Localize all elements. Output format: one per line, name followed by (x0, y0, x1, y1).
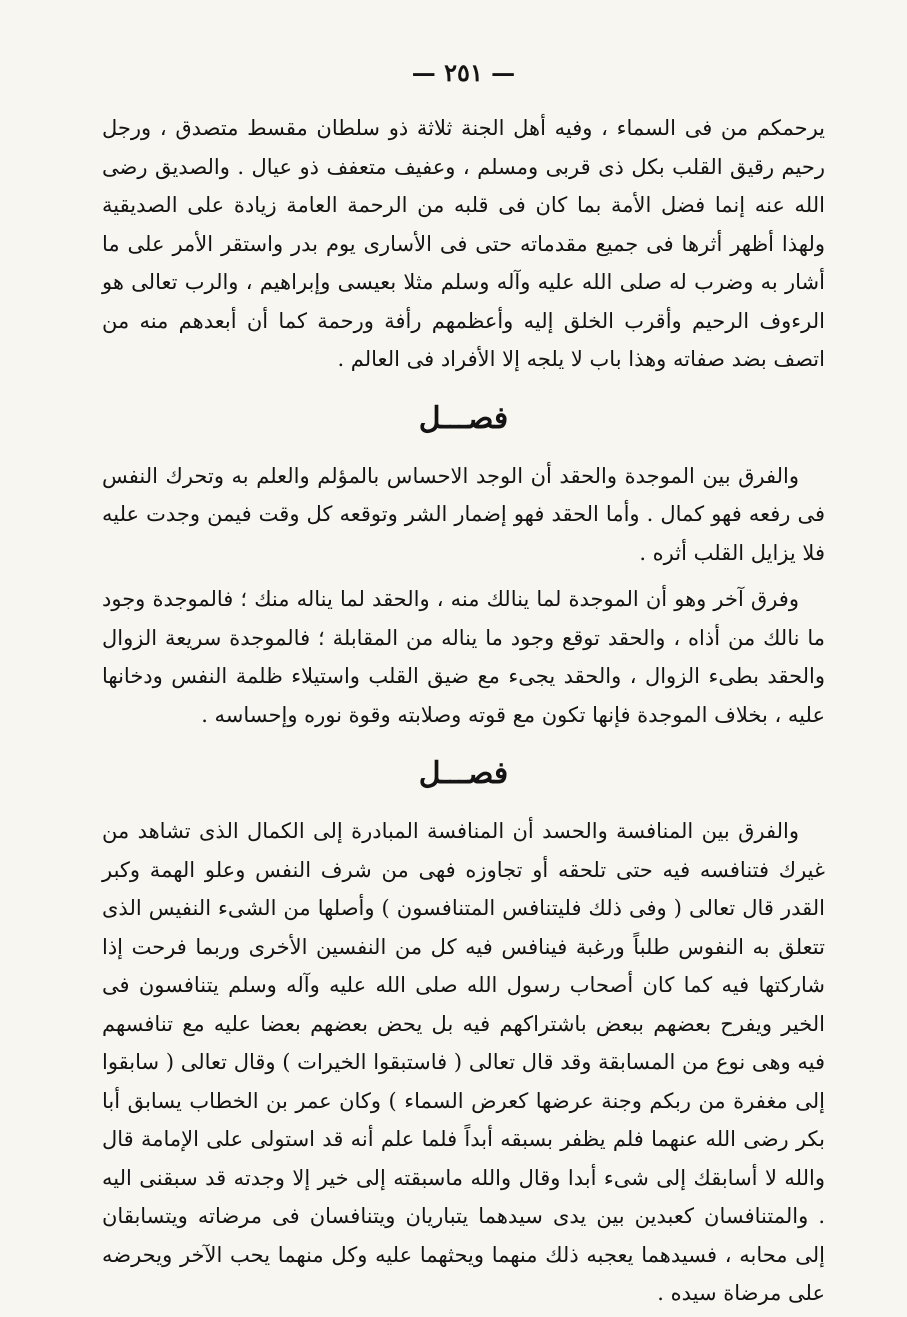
paragraph-grudge-definition: والفرق بين الموجدة والحقد أن الوجد الاحساس بالمؤلم والعلم به وتحرك النفس فى رفعه فهو كمال . وأما الحقد فهو إضمار الشر وتوقعه كل وقت فيمن وجدت عليه فلا يزايل القلب أثره . (102, 463, 825, 565)
page-number: — ٢٥١ — (411, 58, 516, 87)
paragraph-competition: والفرق بين المنافسة والحسد أن المنافسة المبادرة إلى الكمال الذى تشاهد من غيرك فتنافسه فيه حتى تلحقه أو تجاوزه فهى من شرف النفس وعلو الهمة وكبر القدر قال تعالى ( وفى ذلك فليتنافس المتنافسون ) وأصلها من الشىء النفيس الذى تتعلق به النفوس طلباً ورغبة فينافس فيه كل من النفسين الأخرى وربما فرحت إذا شاركتها فيه كما كان أصحاب رسول الله صلى الله عليه وآله وسلم يتنافسون فى الخير ويفرح بعضهم ببعض باشتراكهم فيه بل يحض بعضهم بعضا عليه مع تنافسهم فيه وهى نوع من المسابقة وقد قال تعالى ( فاستبقوا الخيرات ) وقال تعالى ( سابقوا إلى مغفرة من ربكم وجنة عرضها كعرض السماء ) وكان عمر بن الخطاب يسابق أبا بكر رضى الله عنهما فلم يظفر بسبقه أبداً فلما علم أنه قد استولى على الإمامة قال والله لا أسابقك إلى شىء أبدا وقال والله ماسبقته إلى خير إلا وجدته قد سبقنى اليه . والمتنافسان كعبدين بين يدى سيدهما يتباريان ويتنافسان فى مرضاته ويتسابقان إلى محابه ، فسيدهما يعجبه ذلك منهما ويحثهما عليه وكل منهما يحب الآخر ويحرضه على مرضاة سيده . (102, 819, 825, 1305)
section-heading-1: فصـــل (418, 400, 509, 436)
paragraph-grudge-difference: وفرق آخر وهو أن الموجدة لما ينالك منه ، والحقد لما يناله منك ؛ فالموجدة وجود ما نالك من أذاه ، والحقد توقع وجود ما يناله من المقابلة ؛ فالموجدة سريعة الزوال والحقد بطىء الزوال ، والحقد يجىء مع ضيق القلب واستيلاء ظلمة النفس ودخانها عليه ، بخلاف الموجدة فإنها تكون مع قوته وصلابته وقوة نوره وإحساسه . (102, 587, 825, 727)
section-heading-2: فصـــل (418, 756, 509, 791)
paragraph-intro: يرحمكم من فى السماء ، وفيه أهل الجنة ثلاثة ذو سلطان مقسط متصدق ، ورجل رحيم رقيق القلب بكل ذى قربى ومسلم ، وعفيف متعفف ذو عيال . والصديق رضى الله عنه إنما فضل الأمة بما كان فى قلبه من الرحمة العامة زيادة على الصديقية ولهذا أظهر أثرها فى جميع مقدماته حتى فى الأسارى يوم بدر واستقر الأمر على ما أشار به وضرب له صلى الله عليه وآله وسلم مثلا بعيسى وإبراهيم ، والرب تعالى هو الرءوف الرحيم وأقرب الخلق إليه وأعظمهم رأفة ورحمة كما أن أبعدهم منه من اتصف بضد صفاته وهذا باب لا يلجه إلا الأفراد فى العالم . (102, 116, 825, 371)
